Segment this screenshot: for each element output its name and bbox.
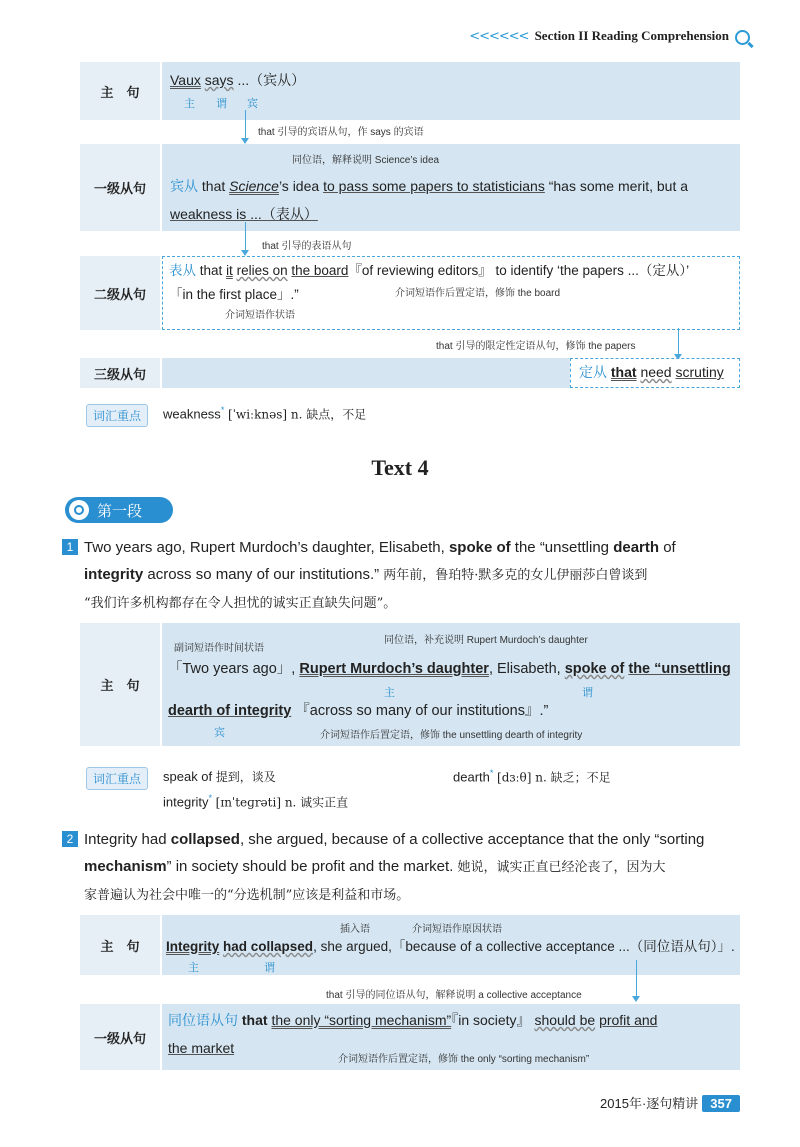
vocab-tag: 词汇重点 xyxy=(86,404,148,427)
postmodifier-annotation: 介词短语作后置定语，修饰 the unsettling dearth of integrity xyxy=(320,730,583,741)
row-content xyxy=(162,62,740,120)
role-object: 宾 xyxy=(214,727,225,739)
clause-tag: 同位语从句 xyxy=(168,1012,238,1028)
postmodifier-annotation: 介词短语作后置定语，修饰 the board xyxy=(395,288,561,299)
parenthesis-annotation: 插入语 xyxy=(340,924,370,935)
analysis-row-main xyxy=(80,915,740,975)
connector-annotation: that 引导的同位语从句，解释说明 a collective acceptance xyxy=(326,990,582,1001)
connector-annotation: that 引导的宾语从句，作 says 的宾语 xyxy=(258,127,424,138)
role-predicate: 谓 xyxy=(216,98,227,110)
paragraph-label: 第一段 xyxy=(65,497,173,523)
row-content: 同位语从句 that the only “sorting mechanism”『in society』 should be profit and the market 介词短语作后置定语，修饰 the only “sorting mechanism” xyxy=(162,1004,740,1070)
connector-line xyxy=(636,960,637,998)
vocab-entry: weakness* [ˈwiːknəs] n. 缺点，不足 xyxy=(163,405,367,422)
magnifier-icon xyxy=(735,30,750,45)
arrow-down-icon xyxy=(632,996,640,1002)
sentence-number: 2 xyxy=(62,831,78,847)
analysis-row-level2 xyxy=(80,256,740,330)
vocab-entry: speak of 提到，谈及 xyxy=(163,769,276,784)
section-title: Section II Reading Comprehension xyxy=(534,28,729,43)
sentence-number: 1 xyxy=(62,539,78,555)
postmodifier-annotation: 介词短语作后置定语，修饰 the only “sorting mechanism” xyxy=(338,1054,590,1065)
role-subject: 主 xyxy=(384,687,395,699)
appositive-annotation: 同位语，解释说明 Science’s idea xyxy=(292,155,440,166)
sentence-2: 2 Integrity had collapsed, she argued, because of a collective acceptance that the only “sorting mechanism” in society should be profit and the market. 她说，诚实正直已经沦丧了，因为大 家普遍认为社会中唯一的“分选机制”应该是利益和市场。 xyxy=(62,826,742,909)
row-content: 表从 that it relies on the board『of reviewing editors』 to identify ‘the papers ...（定从）’ 「in the first place」.” 介词短语作后置定语，修饰 the board 介词短语作状语 xyxy=(162,256,740,330)
clause-tag: 表从 xyxy=(169,263,196,278)
analysis-row-main xyxy=(80,62,740,120)
row-content: 同位语，解释说明 Science’s idea 宾从 that Science’s idea to pass some papers to statisticians “has some merit, but a weakness is ...（表从） xyxy=(162,144,740,231)
row-label: 一级从句 xyxy=(80,144,160,231)
sentence-1: 1 Two years ago, Rupert Murdoch’s daughter, Elisabeth, spoke of the “unsettling dearth of integrity across so many of our institutions.” 两年前，鲁珀特·默多克的女儿伊丽莎白曾谈到 “我们许多机构都存在令人担忧的诚实正直缺失问题”。 xyxy=(62,534,742,617)
vocab-tag: 词汇重点 xyxy=(86,767,148,790)
text-title: Text 4 xyxy=(371,455,429,480)
page-footer xyxy=(600,1093,740,1112)
adverbial-annotation: 介词短语作原因状语 xyxy=(412,924,502,935)
row-label: 主 句 xyxy=(80,62,160,120)
arrows-icon: <<<<<< xyxy=(469,29,529,44)
connector-annotation: that 引导的表语从句 xyxy=(262,241,352,252)
row-label: 主 句 xyxy=(80,623,160,746)
page-header xyxy=(469,28,750,45)
analysis-row-main xyxy=(80,623,740,746)
clause-tag: 宾从 xyxy=(170,178,198,194)
magnifier-icon xyxy=(69,500,89,520)
analysis-row-level3 xyxy=(80,358,740,388)
row-content: 插入语 介词短语作原因状语 Integrity had collapsed, she argued,「because of a collective acceptance ...（同位语从句）」. 主 谓 xyxy=(162,915,740,975)
row-content: 副词短语作时间状语 同位语，补充说明 Rupert Murdoch’s daughter 「Two years ago」, Rupert Murdoch’s daughter, Elisabeth, spoke of the “unsettling 主 谓 dearth of integrity 『across so many of our institutions』.” 宾 介词短语作后置定语，修饰 the unsettling dearth of integrity xyxy=(162,623,740,746)
connector-line xyxy=(245,110,246,140)
connector-annotation: that 引导的限定性定语从句，修饰 the papers xyxy=(436,341,636,352)
appositive-annotation: 同位语，补充说明 Rupert Murdoch’s daughter xyxy=(384,635,588,646)
clause-tag: 定从 xyxy=(579,364,607,380)
role-object: 宾 xyxy=(247,98,258,110)
row-label: 二级从句 xyxy=(80,256,160,330)
page-number: 357 xyxy=(702,1095,740,1112)
vocab-entry: integrity* [ɪnˈteɡrəti] n. 诚实正直 xyxy=(163,793,349,810)
predicative-text: weakness is ...（表从） xyxy=(170,206,318,222)
adverbial-annotation: 介词短语作状语 xyxy=(225,310,295,321)
predicate: says xyxy=(204,72,234,88)
adverbial-phrase: 「in the first place」.” xyxy=(169,287,299,302)
connector-line xyxy=(245,222,246,252)
role-predicate: 谓 xyxy=(264,962,275,974)
object: ...（宾从） xyxy=(237,72,306,88)
analysis-row-level1 xyxy=(80,144,740,231)
row-content: 定从 that need scrutiny xyxy=(570,358,740,388)
row-label: 主 句 xyxy=(80,915,160,975)
vocab-entry: dearth* [dɜːθ] n. 缺乏；不足 xyxy=(453,768,611,785)
footer-label: 2015年·逐句精讲 xyxy=(600,1096,699,1111)
connector-line xyxy=(678,328,679,356)
adverbial-annotation: 副词短语作时间状语 xyxy=(174,643,264,654)
role-predicate: 谓 xyxy=(582,687,593,699)
row-label: 一级从句 xyxy=(80,1004,160,1070)
analysis-row-level1 xyxy=(80,1004,740,1070)
role-subject: 主 xyxy=(184,98,195,110)
role-subject: 主 xyxy=(188,962,199,974)
row-label: 三级从句 xyxy=(80,358,160,388)
subject: Vaux xyxy=(170,72,201,88)
